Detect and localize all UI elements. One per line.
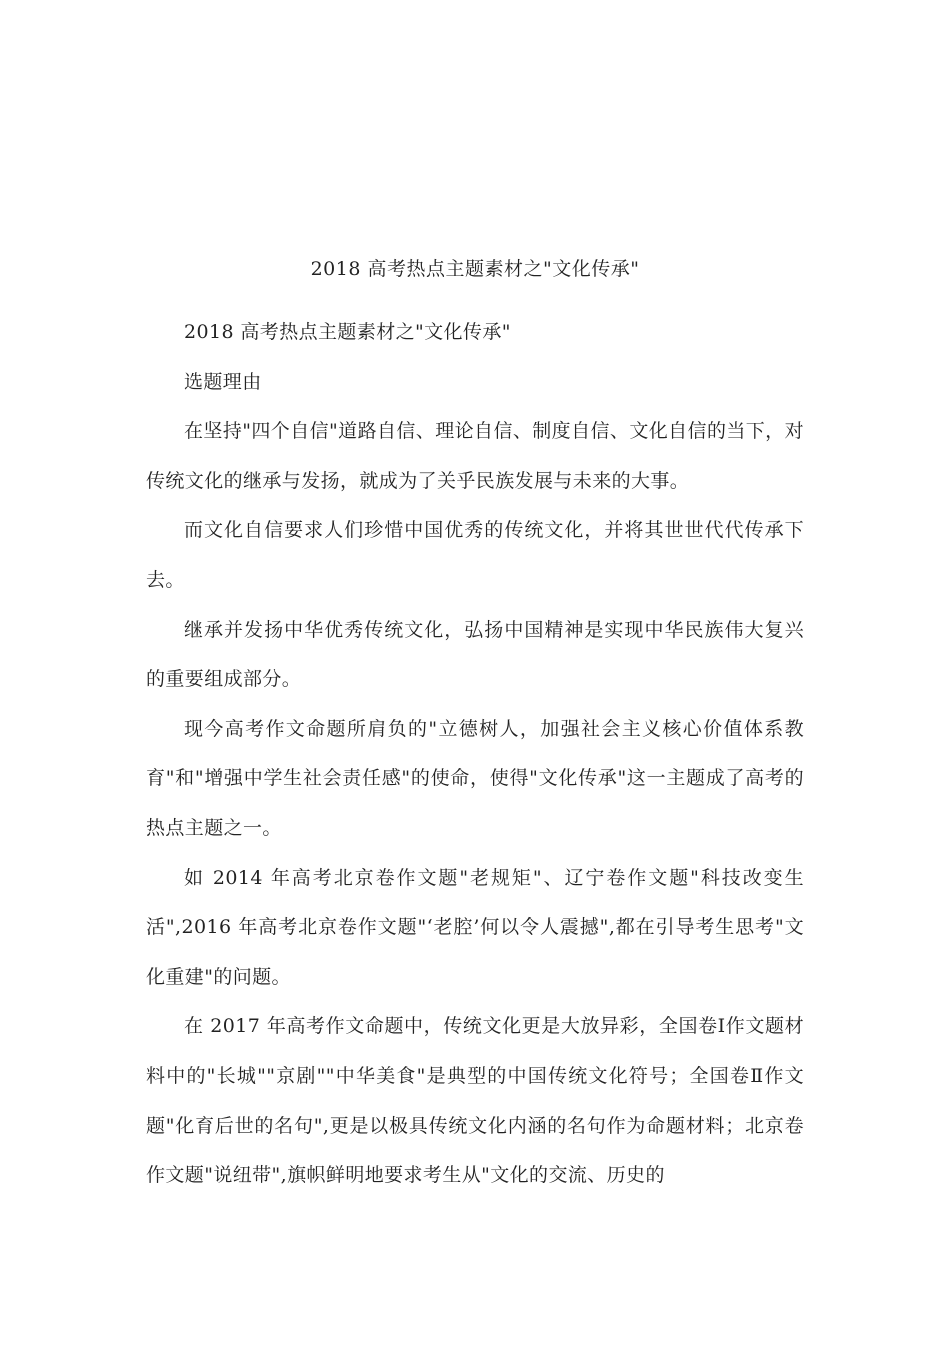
paragraph: 现今高考作文命题所肩负的"立德树人，加强社会主义核心价值体系教育"和"增强中学生社会责任感"的使命，使得"文化传承"这一主题成了高考的热点主题之一。: [146, 717, 804, 839]
paragraph-repeat-title: 2018 高考热点主题素材之"文化传承": [184, 321, 511, 343]
document-body: [146, 308, 804, 1201]
paragraph: 而文化自信要求人们珍惜中国优秀的传统文化，并将其世世代代传承下去。: [146, 519, 804, 591]
document-title: 2018 高考热点主题素材之"文化传承": [310, 258, 640, 280]
paragraph: 继承并发扬中华优秀传统文化，弘扬中国精神是实现中华民族伟大复兴的重要组成部分。: [146, 618, 804, 691]
paragraph-section-heading: 选题理由: [184, 370, 262, 393]
paragraph: 在坚持"四个自信"道路自信、理论自信、制度自信、文化自信的当下，对传统文化的继承与发扬，就成为了关乎民族发展与未来的大事。: [146, 420, 804, 492]
paragraph: 如 2014 年高考北京卷作文题"老规矩"、辽宁卷作文题"科技改变生活",2016 年高考北京卷作文题"‘老腔’何以令人震撼",都在引导考生思考"文化重建"的问题。: [146, 866, 804, 988]
paragraph: 在 2017 年高考作文命题中，传统文化更是大放异彩，全国卷Ⅰ作文题材料中的"长城""京剧""中华美食"是典型的中国传统文化符号；全国卷Ⅱ作文题"化育后世的名句",更是以极具传统文化内涵的名句作为命题材料；北京卷作文题"说纽带",旗帜鲜明地要求考生从"文化的交流、历史的: [146, 1015, 804, 1187]
